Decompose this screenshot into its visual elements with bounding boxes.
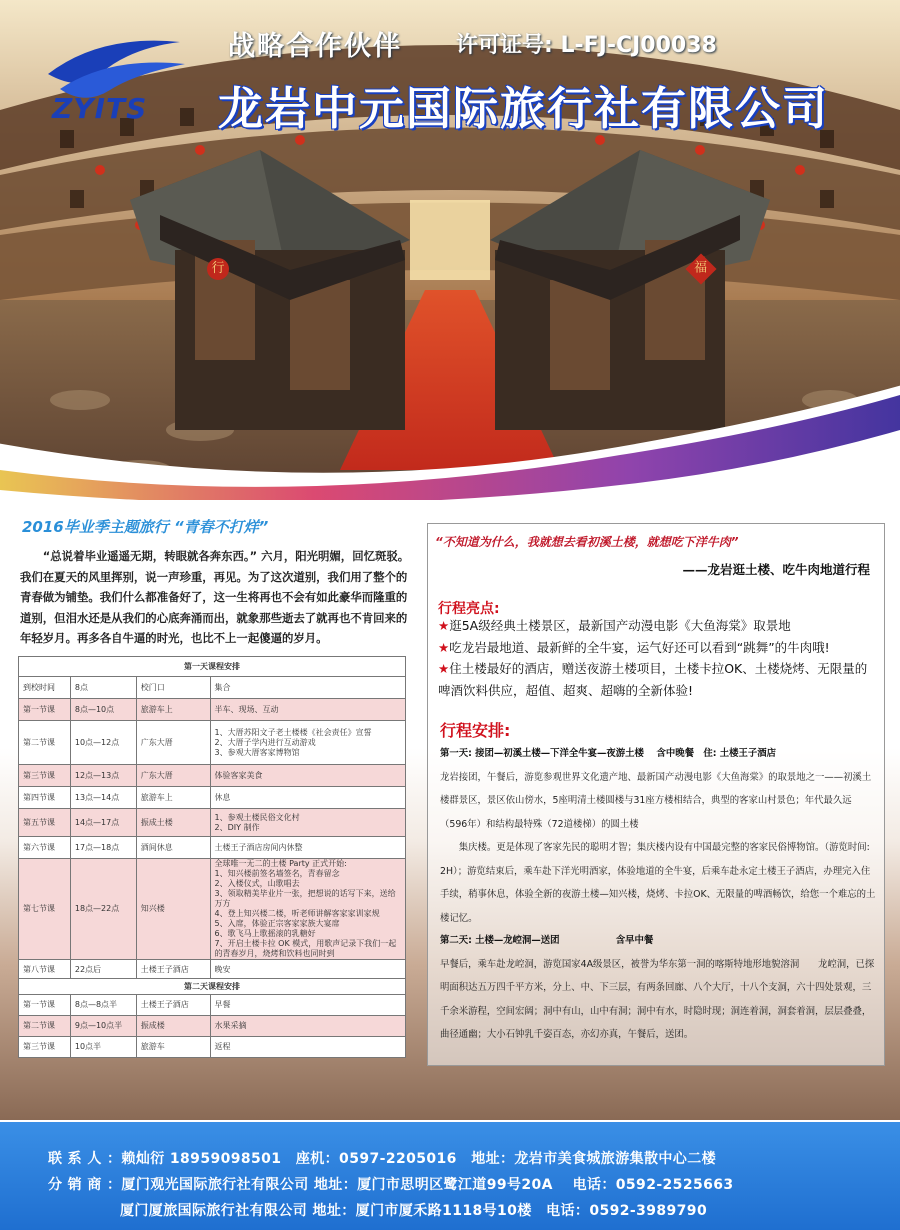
table-row: [19, 859, 406, 960]
day2-heading: 第二天: 土楼—龙崆洞—送团 含早中餐: [440, 935, 654, 946]
table-cell-c2: 12点—13点: [70, 765, 136, 787]
day2-paragraph: 早餐后，乘车赴龙崆洞，游览国家4A级景区，被誉为华东第一洞的喀斯特地形地貌溶洞 龙崆洞，已探明面积达五万四千平方米，分上、中、下三层，有两条回廊、八个大厅，十八个支洞，六十四处景观，三千余米游程，空间宏阔；洞中有山，山中有洞；洞中有水，时隐时现；洞连着洞，洞套着洞，层层叠叠，曲径通幽；大小石钟乳千姿百态，亦幻亦真，午餐后，送团。: [440, 958, 875, 1040]
table-cell-c2: 8点: [70, 677, 136, 699]
activity-line: 2、入楼仪式，山歌唱去: [214, 879, 300, 888]
table-cell-c4: 休息: [210, 787, 405, 809]
table-row: [19, 721, 406, 765]
table-cell-c1: 第一节课: [19, 995, 71, 1016]
table-cell-c3: 旅游车: [136, 1037, 210, 1058]
table-cell-c2: 17点—18点: [70, 837, 136, 859]
shop-sign-left: 行: [207, 258, 229, 280]
table-title: 第二天课程安排: [19, 979, 406, 995]
table-cell-c1: 到校时间: [19, 677, 71, 699]
table-cell-c2: 10点半: [70, 1037, 136, 1058]
table-row: [19, 1016, 406, 1037]
table-cell-c1: 第八节课: [19, 960, 71, 980]
activity-line: 4、登上知兴楼二楼，听老师讲解客家家训家规: [214, 909, 380, 918]
table-cell-c2: 22点后: [70, 960, 136, 980]
table-cell-c4: [210, 859, 405, 960]
table-cell-c1: 第二节课: [19, 1016, 71, 1037]
activity-line: 2、大厝子学内进行互动游戏: [214, 737, 316, 747]
table-cell-c1: 第二节课: [19, 721, 71, 765]
activity-line: 6、歌飞马上歌摇滚的乳糖好: [214, 929, 316, 938]
shop-sign-right-text: 福: [694, 260, 708, 276]
table-cell-c2: 9点—10点半: [70, 1016, 136, 1037]
table-cell-c3: 校门口: [136, 677, 210, 699]
strategic-partner-label: 战略合作伙伴: [228, 31, 402, 62]
footer-distributor-line-2: 厦门厦旅国际旅行社有限公司 地址：厦门市厦禾路1118号10楼 电话：0592-3989790: [48, 1203, 708, 1219]
table-cell-c1: 第六节课: [19, 837, 71, 859]
table-row: [19, 765, 406, 787]
table-cell-c2: 8点—10点: [70, 699, 136, 721]
table-cell-c2: 18点—22点: [70, 859, 136, 960]
table-row: [19, 677, 406, 699]
day1-paragraph-2: 集庆楼。更是体现了客家先民的聪明才智；集庆楼内设有中国最完整的客家民俗博物馆。（游览时间: 2H）；游览结束后，乘车赴下洋光明酒家，体验地道的全牛宴，后乘车赴永定土楼王子酒店，办理完入住手续，稍事休息，体验全新的夜游土楼—知兴楼，烧烤、卡拉OK、无限量的啤酒畅饮，给您一个难忘的土楼记忆。: [440, 842, 876, 924]
day1-paragraph: 龙岩接团，午餐后，游览参观世界文化遗产地、最新国产动漫电影《大鱼海棠》的取景地之一——初溪土楼群景区，景区依山傍水，5座明清土楼圆楼与31座方楼相结合，典型的客家山村景色；年代最久远（596年）和结构最特殊（72道楼梯）的圆土楼: [440, 771, 872, 830]
table-row: [19, 995, 406, 1016]
highlight-text: 吃龙岩最地道、最新鲜的全牛宴，运气好还可以看到“跳舞”的牛肉哦!: [449, 639, 830, 655]
activity-line: 7、开启土楼卡拉 OK 模式，用歌声记录下我们一起的青春岁月，烧烤和饮料也同时到: [214, 939, 397, 958]
table-row: [19, 809, 406, 837]
table-cell-c3: 知兴楼: [136, 859, 210, 960]
highlight-item: [438, 637, 878, 659]
table-cell-c2: 8点—8点半: [70, 995, 136, 1016]
slogan: “不知道为什么，我就想去看初溪土楼，就想吃下洋牛肉”: [435, 535, 739, 549]
table-cell-c3: 酒间休息: [136, 837, 210, 859]
table-cell-c2: 13点—14点: [70, 787, 136, 809]
table-cell-c3: 振成楼: [136, 1016, 210, 1037]
day1-heading: 第一天: 接团—初溪土楼—下洋全牛宴—夜游土楼 含中晚餐 住: 土楼王子酒店: [440, 748, 777, 759]
company-name: 龙岩中元国际旅行社有限公司: [218, 82, 830, 135]
table-cell-c4: 水果采摘: [210, 1016, 405, 1037]
footer-contact-line: 联 系 人 ：赖灿衍 18959098501 座机：0597-2205016 地址：龙岩市美食城旅游集散中心二楼: [48, 1151, 717, 1167]
table-row: [19, 787, 406, 809]
table-cell-c3: 土楼王子酒店: [136, 960, 210, 980]
table-cell-c4: 晚安: [210, 960, 405, 980]
activity-line: 1、大厝苏阳文子老土楼楼《社会责任》宣誓: [214, 727, 372, 737]
day2-section: [440, 929, 876, 1047]
table-cell-c3: 土楼王子酒店: [136, 995, 210, 1016]
table-cell-c2: 14点—17点: [70, 809, 136, 837]
table-row: [19, 1037, 406, 1058]
activity-line: 2、DIY 制作: [214, 822, 260, 832]
intro-paragraph: “总说着毕业遥遥无期，转眼就各奔东西。” 六月，阳光明媚，回忆斑驳。我们在夏天的风里挥别，说一声珍重，再见。为了这次道别，我们用了整个的青春做为铺垫。我们什么都准备好了，这一生将再也不会有如此豪华而隆重的道别，但泪水还是从我们的心底奔涌而出，就象那些逝去了就再也不肯回来的年轻岁月。再多各自牛逼的时光，也比不上一起傻逼的岁月。: [20, 549, 410, 645]
activity-line: 全球唯一无二的土楼 Party 正式开始:: [214, 859, 347, 868]
highlight-item: [438, 658, 878, 701]
table-row: [19, 837, 406, 859]
table-title-row: [19, 979, 406, 995]
table-cell-c1: 第一节课: [19, 699, 71, 721]
table-cell-c3: 广东大厝: [136, 765, 210, 787]
table-cell-c1: 第五节课: [19, 809, 71, 837]
table-cell-c3: 广东大厝: [136, 721, 210, 765]
day1-section: [440, 742, 876, 930]
table-cell-c4: [210, 721, 405, 765]
table-cell-c4: 半车、现场、互动: [210, 699, 405, 721]
highlight-text: 住土楼最好的酒店，赠送夜游土楼项目，土楼卡拉OK、土楼烧烤、无限量的啤酒饮料供应，超值、超爽、超嗨的全新体验!: [438, 661, 868, 698]
table-title: 第一天课程安排: [19, 657, 406, 677]
slogan-subtitle: ——龙岩逛土楼、吃牛肉地道行程: [682, 562, 870, 577]
table-cell-c1: 第三节课: [19, 1037, 71, 1058]
highlights-list: [438, 615, 878, 701]
logo-wordmark: ZYITS: [52, 92, 148, 125]
table-cell-c4: 体验客家美食: [210, 765, 405, 787]
table-cell-c4: 土楼王子酒店房间内休整: [210, 837, 405, 859]
day2-schedule-table: [18, 978, 406, 1058]
table-row: [19, 960, 406, 980]
table-cell-c1: 第四节课: [19, 787, 71, 809]
table-title-row: [19, 657, 406, 677]
highlight-item: [438, 615, 878, 637]
activity-line: 3、参观大厝客家博物馆: [214, 747, 300, 757]
star-icon: ★: [438, 639, 450, 655]
table-cell-c1: 第三节课: [19, 765, 71, 787]
highlight-text: 逛5A级经典土楼景区，最新国产动漫电影《大鱼海棠》取景地: [449, 618, 791, 633]
activity-line: 5、入席，体验正宗客家家族大宴席: [214, 919, 340, 928]
table-cell-c3: 旅游车上: [136, 699, 210, 721]
star-icon: ★: [438, 661, 450, 676]
table-cell-c1: 第七节课: [19, 859, 71, 960]
footer-distributor-line-1: 分 销 商 ：厦门观光国际旅行社有限公司 地址：厦门市思明区鹭江道99号20A 电话：0592-2525663: [48, 1177, 734, 1193]
table-cell-c3: 旅游车上: [136, 787, 210, 809]
table-cell-c3: 振成土楼: [136, 809, 210, 837]
table-cell-c4: 集合: [210, 677, 405, 699]
activity-line: 3、领取精美毕业片一张，把想说的话写下来，送给万方: [214, 889, 396, 908]
day1-schedule-table: [18, 656, 406, 980]
activity-line: 1、知兴楼前签名墙签名，青春留念: [214, 869, 340, 878]
license-number: 许可证号: L-FJ-CJ00038: [456, 33, 717, 58]
table-cell-c4: 早餐: [210, 995, 405, 1016]
table-cell-c2: 10点—12点: [70, 721, 136, 765]
itinerary-title: 行程安排:: [440, 721, 511, 740]
activity-line: 1、参观土楼民俗文化村: [214, 812, 300, 822]
highlights-title: 行程亮点:: [438, 601, 500, 617]
theme-title: 2016毕业季主题旅行 “青春不打烊”: [22, 518, 269, 536]
table-cell-c4: [210, 809, 405, 837]
star-icon: ★: [438, 618, 450, 633]
hero-banner: [0, 0, 900, 500]
table-cell-c4: 返程: [210, 1037, 405, 1058]
table-row: [19, 699, 406, 721]
